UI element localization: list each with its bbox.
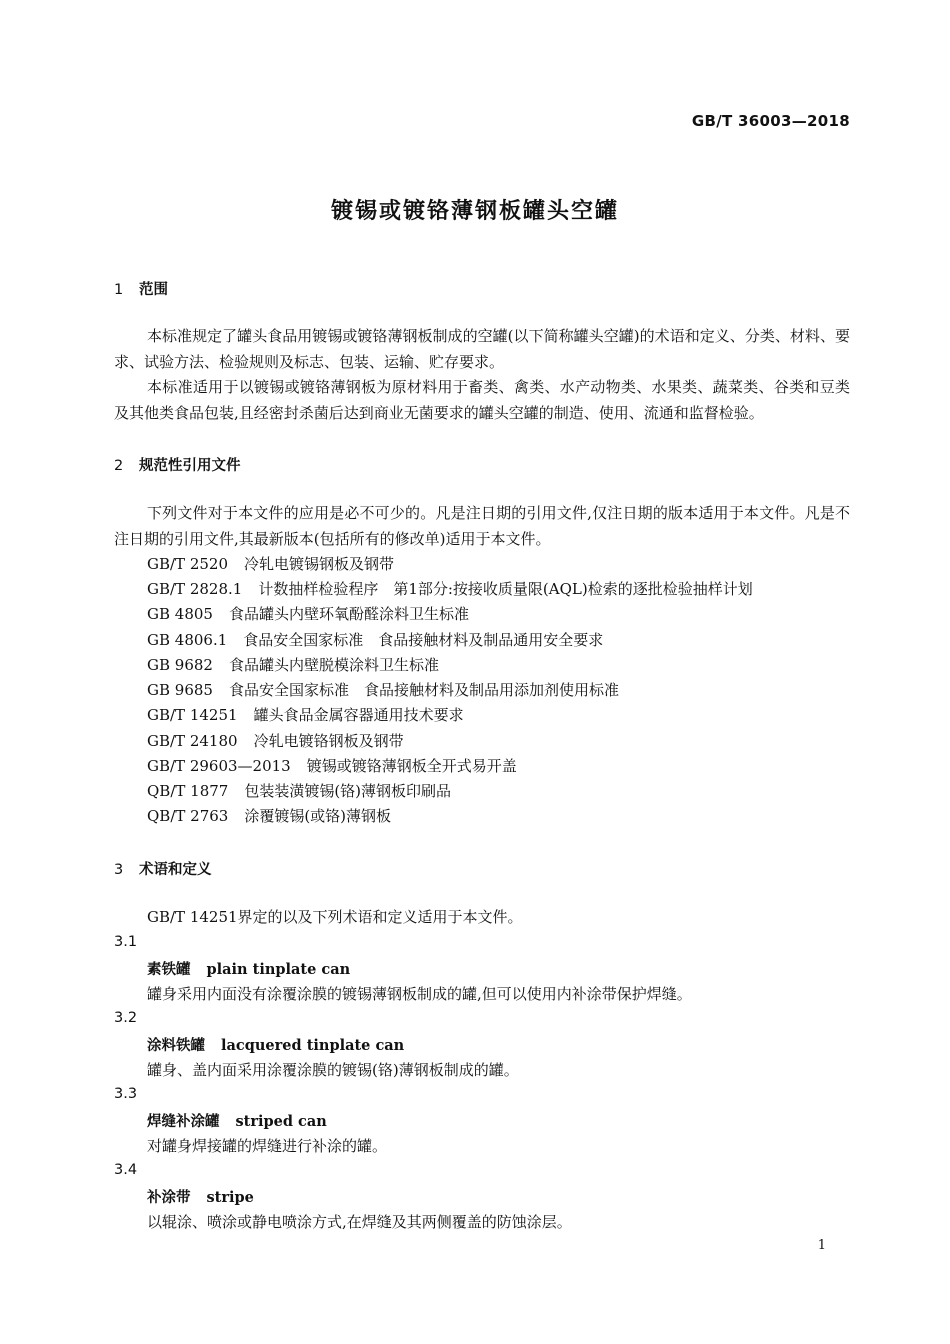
term-number: 3.3 [114, 1086, 138, 1102]
section-heading-scope [114, 278, 168, 299]
term-en: plain tinplate can [206, 961, 351, 978]
term-cn: 焊缝补涂罐 [147, 1114, 220, 1130]
reference-title: 包装装潢镀锡(铬)薄钢板印刷品 [244, 782, 452, 800]
reference-code: GB 4806.1 [147, 631, 228, 649]
reference-item [147, 755, 517, 776]
reference-item [147, 805, 391, 826]
reference-title: 食品罐头内壁脱模涂料卫生标准 [228, 656, 439, 674]
reference-code: QB/T 1877 [147, 782, 229, 800]
reference-title: 镀锡或镀铬薄钢板全开式易开盖 [306, 757, 517, 775]
reference-item [147, 578, 753, 599]
reference-title: 冷轧电镀锡钢板及钢带 [244, 555, 395, 573]
reference-title: 计数抽样检验程序 第1部分:按接收质量限(AQL)检索的逐批检验抽样计划 [258, 580, 753, 598]
term-title [147, 958, 350, 979]
term-title [147, 1186, 254, 1207]
reference-title: 罐头食品金属容器通用技术要求 [253, 706, 464, 724]
document-title: 镀锡或镀铬薄钢板罐头空罐 [330, 199, 619, 224]
term-en: stripe [206, 1189, 254, 1206]
term-number: 3.2 [114, 1010, 138, 1026]
page-number: 1 [817, 1238, 826, 1253]
term-title [147, 1034, 404, 1055]
term-title [147, 1110, 327, 1131]
term-cn: 涂料铁罐 [147, 1038, 205, 1054]
reference-code: GB 4805 [147, 605, 213, 623]
term-number: 3.1 [114, 934, 138, 950]
reference-code: GB/T 14251 [147, 706, 238, 724]
term-en: lacquered tinplate can [221, 1037, 405, 1054]
reference-title: 冷轧电镀铬钢板及钢带 [253, 732, 404, 750]
reference-item [147, 553, 394, 574]
section-title: 范围 [139, 282, 168, 298]
reference-title: 食品安全国家标准 食品接触材料及制品用添加剂使用标准 [228, 681, 619, 699]
section-number: 2 [114, 458, 124, 474]
reference-item [147, 780, 451, 801]
term-definition: 罐身、盖内面采用涂覆涂膜的镀锡(铬)薄钢板制成的罐。 [147, 1061, 519, 1079]
section-number: 1 [114, 282, 124, 298]
term-cn: 素铁罐 [147, 962, 191, 978]
reference-code: GB 9682 [147, 656, 213, 674]
term-cn: 补涂带 [147, 1190, 191, 1206]
section-heading-terms [114, 858, 212, 879]
reference-code: GB 9685 [147, 681, 213, 699]
paragraph: 下列文件对于本文件的应用是必不可少的。凡是注日期的引用文件,仅注日期的版本适用于本文件。凡是不注日期的引用文件,其最新版本(包括所有的修改单)适用于本文件。 [114, 504, 850, 548]
terms-intro: GB/T 14251界定的以及下列术语和定义适用于本文件。 [147, 908, 523, 926]
section-title: 术语和定义 [139, 862, 212, 878]
reference-title: 食品罐头内壁环氧酚醛涂料卫生标准 [228, 605, 469, 623]
section-number: 3 [114, 862, 124, 878]
reference-item [147, 603, 469, 624]
reference-item [147, 730, 404, 751]
reference-item [147, 629, 603, 650]
reference-title: 涂覆镀锡(或铬)薄钢板 [244, 807, 392, 825]
reference-item [147, 654, 439, 675]
reference-code: GB/T 29603—2013 [147, 757, 291, 775]
reference-code: GB/T 24180 [147, 732, 238, 750]
reference-item [147, 704, 464, 725]
term-number: 3.4 [114, 1162, 138, 1178]
standard-number: GB/T 36003—2018 [691, 112, 850, 130]
term-definition: 以辊涂、喷涂或静电喷涂方式,在焊缝及其两侧覆盖的防蚀涂层。 [147, 1213, 572, 1231]
reference-code: GB/T 2828.1 [147, 580, 243, 598]
term-definition: 对罐身焊接罐的焊缝进行补涂的罐。 [147, 1137, 388, 1155]
reference-code: GB/T 2520 [147, 555, 229, 573]
section-heading-normative-references [114, 454, 241, 475]
reference-title: 食品安全国家标准 食品接触材料及制品通用安全要求 [243, 631, 604, 649]
paragraph: 本标准规定了罐头食品用镀锡或镀铬薄钢板制成的空罐(以下简称罐头空罐)的术语和定义、分类、材料、要求、试验方法、检验规则及标志、包装、运输、贮存要求。 [114, 327, 850, 371]
reference-item [147, 679, 619, 700]
section-title: 规范性引用文件 [139, 458, 241, 474]
paragraph: 本标准适用于以镀锡或镀铬薄钢板为原材料用于畜类、禽类、水产动物类、水果类、蔬菜类、谷类和豆类及其他类食品包装,且经密封杀菌后达到商业无菌要求的罐头空罐的制造、使用、流通和监督检验。 [114, 378, 850, 422]
term-en: striped can [235, 1113, 327, 1130]
term-definition: 罐身采用内面没有涂覆涂膜的镀锡薄钢板制成的罐,但可以使用内补涂带保护焊缝。 [147, 985, 692, 1003]
reference-code: QB/T 2763 [147, 807, 229, 825]
